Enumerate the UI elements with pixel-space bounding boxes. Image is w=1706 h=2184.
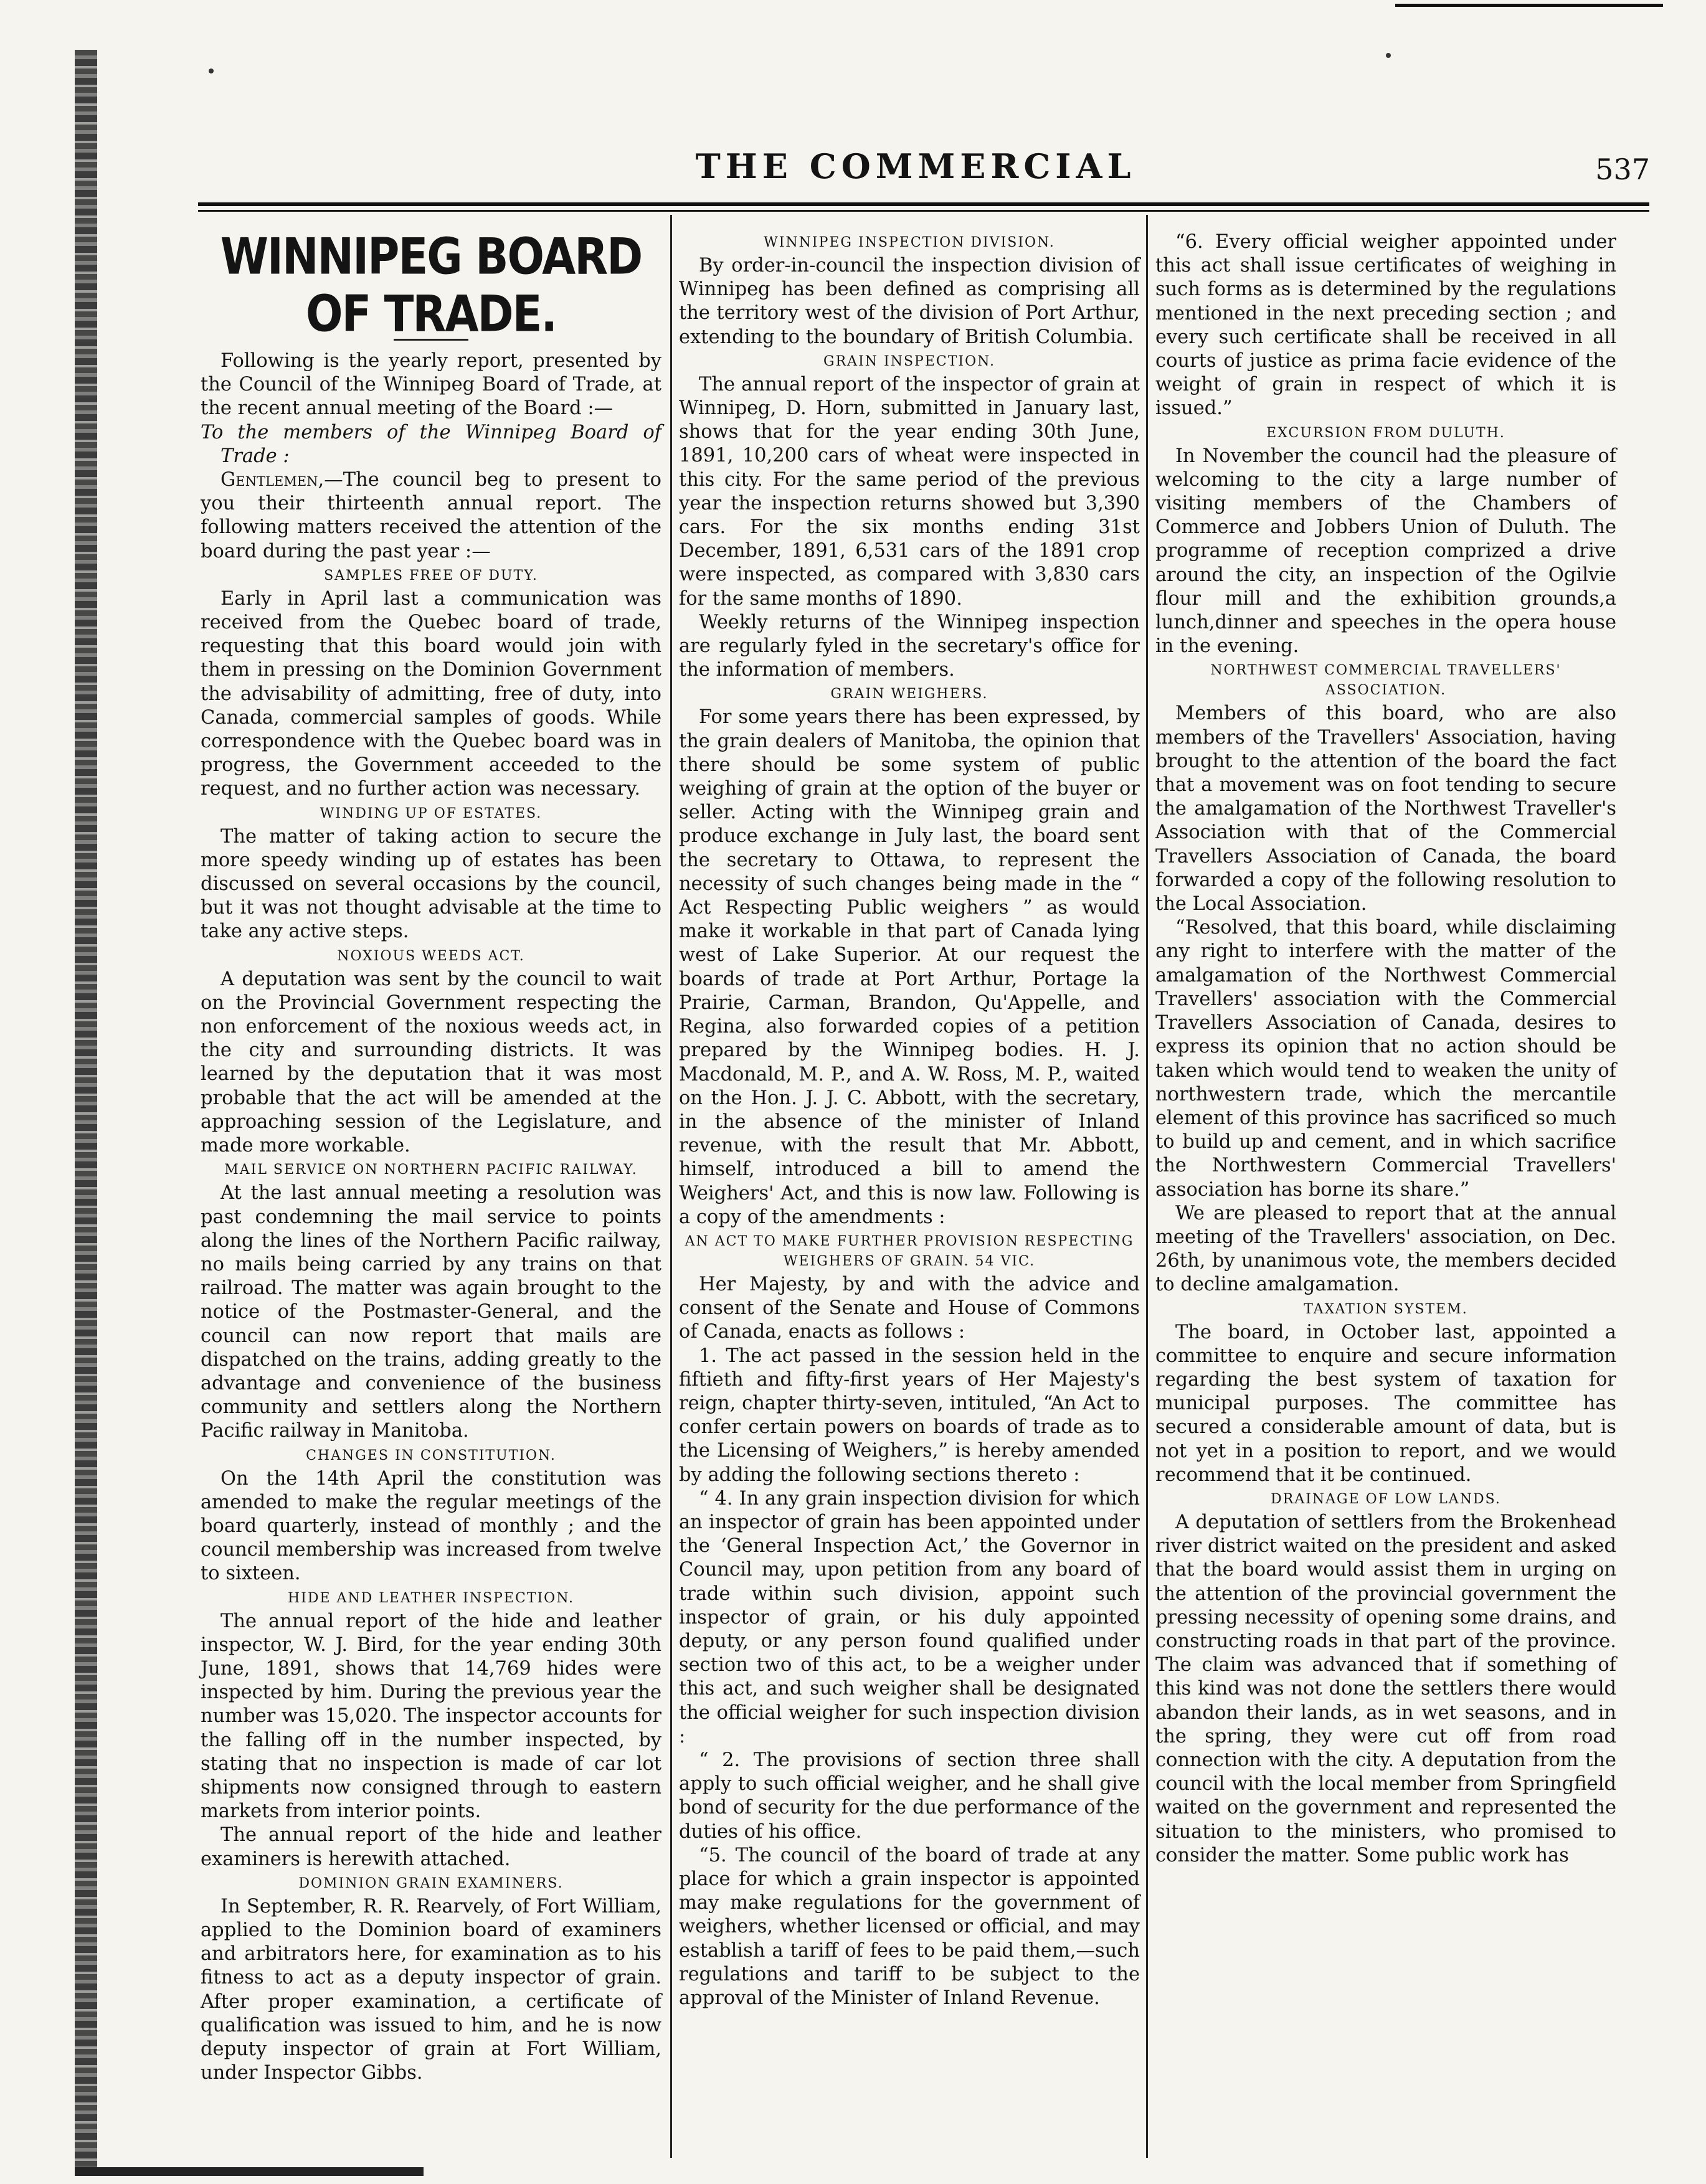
- masthead-rule-thin: [198, 210, 1649, 212]
- paragraph-weeds: A deputation was sent by the council to wait on the Provincial Government respecting the non enforcement of the noxious weeds act, in the city and surrounding districts. It was learned by the deputation that it was most probable that the act will be amended at the approaching session of the Legislature, and made more workable.: [201, 968, 661, 1157]
- greeting-text: —The council beg to present to you their thirteenth annual report. The following matters received the attention of the board during the past year :—: [201, 469, 661, 562]
- paragraph-duluth: In November the council had the pleasure of welcoming to the city a large number of visiting members of the Chambers of Commerce and Jobbers Union of Duluth. The programme of reception comprized a drive around the city, an inspection of the Ogilvie flour mill and the exhibition grounds,a lunch,dinner and speeches in the opera house in the evening.: [1155, 445, 1616, 658]
- paragraph-act-5: “5. The council of the board of trade at any place for which a grain inspector is appointed may make regulations for the government of weighers, whether licensed or official, and may establish a tariff of fees to be paid them,—such regulations and tariff to be subject to the approval of the Minister of Inland Revenue.: [679, 1844, 1140, 2010]
- paragraph-travellers-3: We are pleased to report that at the annual meeting of the Travellers' association, on Dec. 26th, by unanimous vote, the members decided to decline amalgamation.: [1155, 1202, 1616, 1296]
- salutation: To the members of the Winnipeg Board of Trade :: [201, 421, 661, 467]
- masthead-rule-thick: [198, 202, 1649, 206]
- heading-weighers: GRAIN WEIGHERS.: [830, 686, 988, 702]
- paragraph-act-2: 1. The act passed in the session held in the fiftieth and fifty-first years of Her Majesty's reign, chapter thirty-seven, intituled, “An Act to confer certain powers on boards of trade as to the Licensing of Weighers,” is hereby amended by adding the following sections thereto :: [679, 1345, 1140, 1486]
- column-rule-2: [1146, 215, 1148, 2158]
- paragraph-drainage: A deputation of settlers from the Brokenhead river district waited on the president and asked that the board would assist them in urging on the attention of the provincial government the pressing necessity of opening some drains, and constructing roads in that part of the province. The claim was advanced that if something of this kind was not done the settlers there would abandon their lands, as in wet seasons, and in the spring, they were cut off from road connection with the city. A deputation from the council with the local member from Springfield waited on the government and represented the situation to the ministers, who promised to consider the matter. Some public work has: [1155, 1511, 1616, 1866]
- paragraph-taxation: The board, in October last, appointed a committee to enquire and secure information regarding the best system of taxation for municipal purposes. The committee has secured a considerable amount of data, but is not yet in a position to report, and we would recommend that it be continued.: [1155, 1321, 1616, 1486]
- heading-samples: SAMPLES FREE OF DUTY.: [324, 567, 538, 584]
- bottom-edge-rule: [75, 2167, 424, 2176]
- heading-travellers: NORTHWEST COMMERCIAL TRAVELLERS' ASSOCIATION.: [1210, 663, 1561, 699]
- top-edge-rule: [1395, 4, 1663, 7]
- paragraph-act-1: Her Majesty, by and with the advice and consent of the Senate and House of Commons of Canada, enacts as follows :: [679, 1273, 1140, 1343]
- heading-drainage: DRAINAGE OF LOW LANDS.: [1271, 1491, 1501, 1507]
- heading-hide: HIDE AND LEATHER INSPECTION.: [287, 1590, 575, 1606]
- heading-division: WINNIPEG INSPECTION DIVISION.: [764, 235, 1055, 250]
- heading-duluth: EXCURSION FROM DULUTH.: [1266, 425, 1505, 441]
- paragraph-travellers-1: Members of this board, who are also members of the Travellers' Association, having brought to the attention of the board the fact that a movement was on foot tending to secure the amalgamation of the Northwest Traveller's Association with that of the Commercial Travellers Association of Canada, the board forwarded a copy of the following resolution to the Local Association.: [1155, 702, 1616, 915]
- column-rule-1: [670, 215, 672, 2158]
- paragraph-samples: Early in April last a communication was received from the Quebec board of trade, requesting that this board would join with them in pressing on the Dominion Government the advisability of admitting, free of duty, into Canada, commercial samples of goods. While correspondence with the Quebec board was in progress, the Government acceeded to the request, and no further action was necessary.: [201, 587, 661, 800]
- heading-estates: WINDING UP OF ESTATES.: [320, 805, 543, 821]
- column-2: [679, 230, 1140, 2010]
- paragraph-act-4: “ 2. The provisions of section three shall apply to such official weigher, and he shall give bond of security for the due performance of the duties of his office.: [679, 1749, 1140, 1843]
- page-number: 537: [1595, 153, 1650, 186]
- article-title: WINNIPEG BOARD OF TRADE.: [220, 227, 642, 344]
- intro-paragraph: Following is the yearly report, presented by the Council of the Winnipeg Board of Trade, at the recent annual meeting of the Board :—: [201, 350, 661, 420]
- paragraph-hide-1: The annual report of the hide and leather inspector, W. J. Bird, for the year ending 30th June, 1891, shows that 14,769 hides were inspected by him. During the previous year the number was 15,020. The inspector accounts for the falling off in the number inspected, by stating that no inspection is made of car lot shipments now consigned through to eastern markets from interior points.: [201, 1610, 661, 1823]
- column-1: [201, 227, 661, 2085]
- heading-mail: MAIL SERVICE ON NORTHERN PACIFIC RAILWAY.: [224, 1162, 638, 1178]
- paragraph-act-3: “ 4. In any grain inspection division for which an inspector of grain has been appointed under the ‘General Inspection Act,’ the Governor in Council may, upon petition from any board of trade within such division, appoint such inspector of grain, or his duly appointed deputy, or any person found qualified under section two of this act, to be a weigher under this act, and such weigher shall be designated the official weigher for such inspection division :: [679, 1487, 1140, 1747]
- paragraph-mail: At the last annual meeting a resolution was past condemning the mail service to points along the lines of the Northern Pacific railway, no mails being carried by any trains on that railroad. The matter was again brought to the notice of the Postmaster-General, and the council can now report that mails are dispatched on the trains, adding greatly to the advantage and convenience of the business community and settlers along the Northern Pacific railway in Manitoba.: [201, 1182, 661, 1442]
- paragraph-examiners: In September, R. R. Rearvely, of Fort William, applied to the Dominion board of examiners and arbitrators here, for examination as to his fitness to act as a deputy inspector of grain. After proper examination, a certificate of qualification was issued to him, and he is now deputy inspector of grain at Fort William, under Inspector Gibbs.: [201, 1895, 661, 2084]
- paragraph-division: By order-in-council the inspection division of Winnipeg has been defined as comprising all the territory west of the division of Port Arthur, extending to the boundary of British Columbia.: [679, 255, 1140, 348]
- masthead-title: THE COMMERCIAL: [695, 146, 1136, 186]
- column-3: [1155, 230, 1616, 1868]
- heading-grain-inspection: GRAIN INSPECTION.: [823, 353, 995, 369]
- paragraph-act-6: “6. Every official weigher appointed under this act shall issue certificates of weighing in such forms as is determined by the regulations mentioned in the next preceding section ; and every such certificate shall be received in all courts of justice as prima facie evidence of the weight of grain in respect of which it is issued.”: [1155, 231, 1616, 420]
- print-speck: [209, 69, 214, 73]
- greeting-lead: Gentlemen,: [220, 469, 325, 491]
- paragraph-grain-inspection-2: Weekly returns of the Winnipeg inspection are regularly fyled in the secretary's office for the information of members.: [679, 611, 1140, 681]
- heading-taxation: TAXATION SYSTEM.: [1304, 1301, 1468, 1317]
- heading-weeds: NOXIOUS WEEDS ACT.: [337, 948, 525, 964]
- paragraph-travellers-2: “Resolved, that this board, while disclaiming any right to interfere with the matter of the amalgamation of the Northwest Commercial Travellers' association with the Commercial Travellers Association of Canada, desires to express its opinion that no action should be taken which would tend to weaken the unity of northwestern trade, which the mercantile element of this province has sacrificed so much to build up and cement, and in which sacrifice the Northwestern Commercial Travellers' association has borne its share.”: [1155, 917, 1616, 1201]
- paragraph-weighers: For some years there has been expressed, by the grain dealers of Manitoba, the opinion that there should be some system of public weighing of grain at the option of the buyer or seller. Acting with the Winnipeg grain and produce exchange in July last, the board sent the secretary to Ottawa, to represent the necessity of such changes being made in the “ Act Respecting Public weighers ” as would make it workable in that part of Canada lying west of Lake Superior. At our request the boards of trade at Port Arthur, Portage la Prairie, Carman, Brandon, Qu'Appelle, and Regina, also forwarded copies of a petition prepared by the Winnipeg bodies. H. J. Macdonald, M. P., and A. W. Ross, M. P., waited on the Hon. J. J. C. Abbott, with the secretary, in the absence of the minister of Inland revenue, with the result that Mr. Abbott, himself, introduced a bill to amend the Weighers' Act, and this is now law. Following is a copy of the amendments :: [679, 706, 1140, 1228]
- heading-constitution: CHANGES IN CONSTITUTION.: [306, 1447, 556, 1463]
- greeting-paragraph: [201, 468, 661, 564]
- paragraph-hide-2: The annual report of the hide and leather examiners is herewith attached.: [201, 1824, 661, 1870]
- print-speck: [1386, 53, 1391, 58]
- heading-examiners: DOMINION GRAIN EXAMINERS.: [298, 1875, 564, 1891]
- paragraph-grain-inspection-1: The annual report of the inspector of grain at Winnipeg, D. Horn, submitted in January last, shows that for the year ending 30th June, 1891, 10,200 cars of wheat were inspected in this city. For the same period of the previous year the inspection returns showed but 3,390 cars. For the six months ending 31st December, 1891, 6,531 cars of the 1891 crop were inspected, as compared with 3,830 cars for the same months of 1890.: [679, 373, 1140, 610]
- paragraph-constitution: On the 14th April the constitution was amended to make the regular meetings of the board quarterly, instead of monthly ; and the council membership was increased from twelve to sixteen.: [201, 1467, 661, 1585]
- paragraph-estates: The matter of taking action to secure the more speedy winding up of estates has been discussed on several occasions by the council, but it was not thought advisable at the time to take any active steps.: [201, 825, 661, 943]
- heading-act: AN ACT TO MAKE FURTHER PROVISION RESPECTING WEIGHERS OF GRAIN. 54 VIC.: [685, 1233, 1134, 1269]
- book-spine-shadow: [75, 50, 97, 2167]
